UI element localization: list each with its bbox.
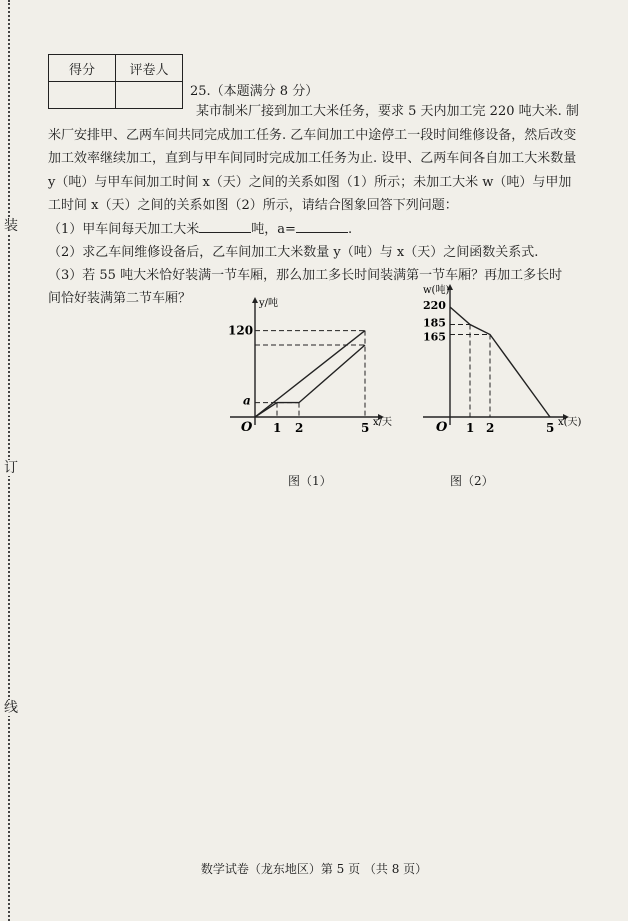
x-tick-label: 5 bbox=[361, 421, 370, 435]
y-axis-arrow bbox=[252, 297, 258, 303]
question-part-2: （2）求乙车间维修设备后，乙车间加工大米数量 y（吨）与 x（天）之间函数关系式. bbox=[48, 245, 539, 260]
x-tick-label: 2 bbox=[295, 421, 304, 435]
y-tick-label: 120 bbox=[228, 323, 254, 338]
binding-char-ding: 订 bbox=[4, 460, 18, 476]
question-part-3-line1: （3）若 55 吨大米恰好装满一节车厢，那么加工多长时间装满第一节车厢？再加工多长时 bbox=[48, 268, 563, 283]
origin-label: O bbox=[436, 420, 448, 435]
chart-2-caption: 图（2） bbox=[450, 474, 494, 488]
y-axis-label: w(吨) bbox=[423, 285, 450, 296]
y-tick-label: 185 bbox=[423, 316, 446, 330]
series-line-2 bbox=[255, 345, 365, 417]
x-tick-label: 2 bbox=[486, 421, 495, 435]
question-part-1 bbox=[48, 218, 352, 237]
grader-header: 评卷人 bbox=[116, 55, 183, 82]
y-axis-label: y/吨 bbox=[259, 298, 279, 309]
answer-blank-2 bbox=[296, 220, 348, 233]
chart-1 bbox=[230, 295, 400, 445]
question-title: 25.（本题满分 8 分） bbox=[190, 84, 319, 99]
binding-char-xian: 线 bbox=[4, 700, 18, 716]
page-footer: 数学试卷（龙东地区）第 5 页 （共 8 页） bbox=[200, 862, 428, 876]
x-tick-label: 5 bbox=[546, 421, 555, 435]
x-axis-label: x/天 bbox=[373, 417, 393, 428]
x-tick-label: 1 bbox=[273, 421, 282, 435]
origin-label: O bbox=[241, 420, 253, 435]
series-line-1 bbox=[255, 331, 365, 417]
question-paragraph: 某市制米厂接到加工大米任务，要求 5 天内加工完 220 吨大米. 制米厂安排甲、乙两车间共同完成加工任务. 乙车间加工中途停工一段时间维修设备，然后改变加工效率继续加工，直到与甲车间同时完成加工任务为止. 设甲、乙两车间各自加工大米数量 y（吨）与甲车间加工时间 x（天）之间的关系如图（1）所示；未加工大米 w（吨）与甲加工时间 x（天）之间的关系如图（2）所示，请结合图象回答下列问题： bbox=[48, 104, 579, 213]
binding-char-zhuang: 装 bbox=[4, 218, 18, 234]
chart-1-caption: 图（1） bbox=[288, 474, 332, 488]
y-tick-label: 220 bbox=[423, 299, 446, 312]
x-tick-label: 1 bbox=[466, 421, 475, 435]
q1-text-c: . bbox=[347, 222, 353, 237]
score-header: 得分 bbox=[49, 55, 116, 82]
question-part-3-line2: 间恰好装满第二节车厢？ bbox=[48, 291, 192, 306]
q1-text-a: （1）甲车间每天加工大米 bbox=[48, 222, 200, 237]
x-axis-label: x(天) bbox=[558, 417, 582, 428]
y-tick-label: 165 bbox=[423, 330, 446, 344]
y-tick-label: a bbox=[243, 393, 251, 408]
chart-2 bbox=[415, 282, 595, 442]
answer-blank-1 bbox=[199, 220, 251, 233]
series-line-remaining bbox=[450, 307, 550, 417]
q1-text-b: 吨，a= bbox=[251, 222, 296, 237]
